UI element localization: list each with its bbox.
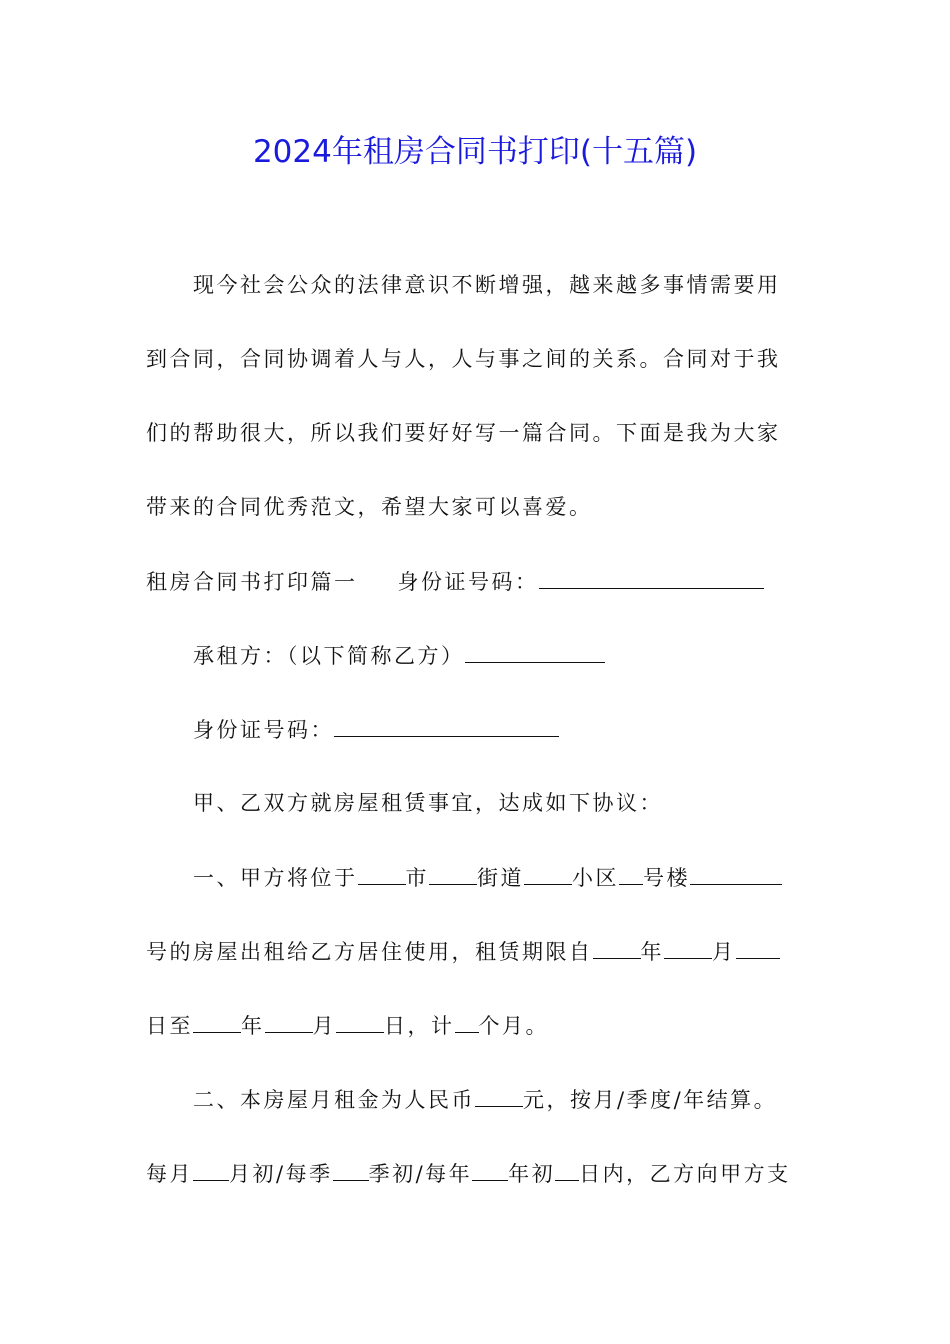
year-start-label: 年初 <box>508 1162 556 1186</box>
start-month-label: 月 <box>712 940 736 964</box>
start-year-blank <box>593 936 641 959</box>
clause2-line-1 <box>193 1084 853 1115</box>
start-month-blank <box>664 936 712 959</box>
agreement-intro: 甲、乙双方就房屋租赁事宜，达成如下协议： <box>193 791 663 815</box>
building-label: 号楼 <box>643 866 690 890</box>
clause2-line-2 <box>146 1158 806 1189</box>
start-day-label: 日至 <box>146 1014 193 1038</box>
start-year-label: 年 <box>640 940 664 964</box>
rent-amount-blank <box>475 1084 523 1107</box>
end-month-blank <box>265 1010 313 1033</box>
tenant-id-line <box>193 714 853 745</box>
end-year-label: 年 <box>241 1014 265 1038</box>
clause1-line-1 <box>193 862 853 893</box>
street-label: 街道 <box>477 866 524 890</box>
intro-line-2: 到合同，合同协调着人与人，人与事之间的关系。合同对于我 <box>146 347 781 371</box>
landlord-id-blank <box>539 566 764 589</box>
city-label: 市 <box>405 866 429 890</box>
landlord-id-label: 身份证号码： <box>397 570 539 594</box>
tenant-name-blank <box>465 640 605 663</box>
months-count-blank <box>455 1010 479 1033</box>
city-blank <box>358 862 406 885</box>
end-day-label: 日，计 <box>384 1014 455 1038</box>
intro-line-4: 带来的合同优秀范文，希望大家可以喜爱。 <box>146 495 593 519</box>
building-blank <box>619 862 643 885</box>
clause1-line-2 <box>146 936 806 967</box>
section-heading: 租房合同书打印篇一 <box>146 570 358 594</box>
clause1-line-3 <box>146 1010 806 1041</box>
end-year-blank <box>193 1010 241 1033</box>
start-day-blank <box>736 936 780 959</box>
yearly-label: 季初/每年 <box>368 1162 473 1186</box>
community-blank <box>524 862 572 885</box>
rent-text: 二、本房屋月租金为人民币 <box>193 1088 475 1112</box>
intro-line-3: 们的帮助很大，所以我们要好好写一篇合同。下面是我为大家 <box>146 421 781 445</box>
document-title: 2024年租房合同书打印(十五篇) <box>252 134 698 170</box>
days-blank <box>555 1158 579 1181</box>
end-month-label: 月 <box>312 1014 336 1038</box>
tenant-id-blank <box>334 714 559 737</box>
room-blank <box>690 862 782 885</box>
lease-period-text: 号的房屋出租给乙方居住使用，租赁期限自 <box>146 940 593 964</box>
months-label: 个月。 <box>478 1014 549 1038</box>
clause1-text: 一、甲方将位于 <box>193 866 358 890</box>
settlement-text: 元，按月/季度/年结算。 <box>523 1088 778 1112</box>
community-label: 小区 <box>572 866 619 890</box>
end-day-blank <box>336 1010 384 1033</box>
intro-line-1: 现今社会公众的法律意识不断增强，越来越多事情需要用 <box>193 273 781 297</box>
tenant-line <box>193 640 853 671</box>
tenant-id-label: 身份证号码： <box>193 718 334 742</box>
monthly-blank <box>193 1158 229 1181</box>
section-heading-line <box>146 566 806 597</box>
quarterly-label: 月初/每季 <box>229 1162 333 1186</box>
yearly-blank <box>472 1158 508 1181</box>
quarterly-blank <box>333 1158 369 1181</box>
payment-text: 日内，乙方向甲方支 <box>579 1162 791 1186</box>
monthly-label: 每月 <box>146 1162 193 1186</box>
tenant-label: 承租方：（以下简称乙方） <box>193 644 465 668</box>
street-blank <box>429 862 477 885</box>
